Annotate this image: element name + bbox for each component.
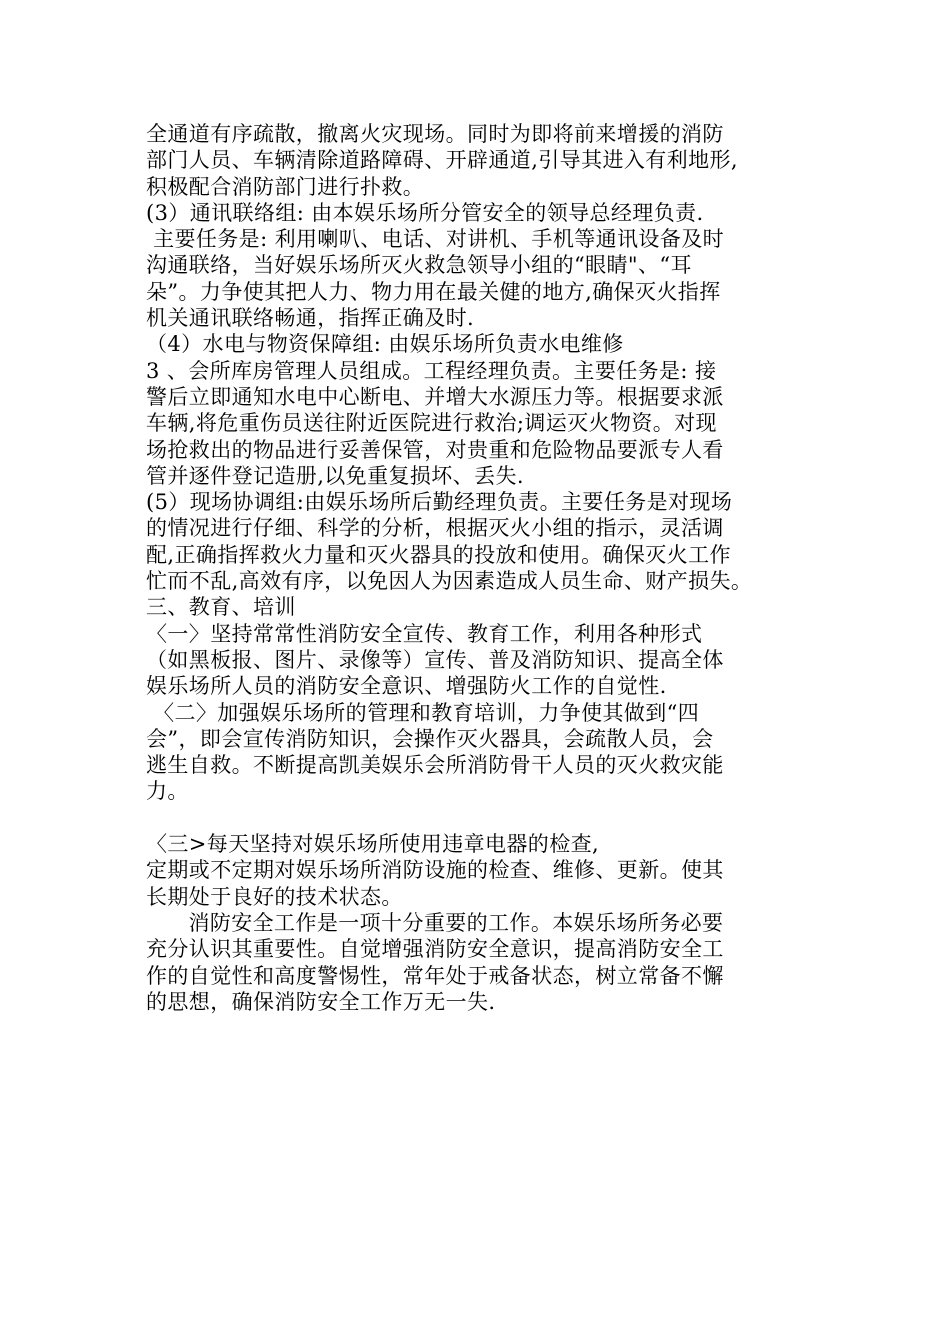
text-line: 3 、会所库房管理人员组成。工程经理负责。主要任务是: 接 — [146, 358, 717, 383]
text-line: 娱乐场所人员的消防安全意识、增强防火工作的自觉性. — [146, 674, 667, 699]
section-heading: 三、教育、培训 — [146, 595, 296, 620]
text-line: 机关通讯联络畅通，指挥正确及时. — [146, 306, 475, 331]
text-line: 的情况进行仔细、科学的分析，根据灭火小组的指示，灵活调 — [146, 516, 724, 541]
text-line: 长期处于良好的技术状态。 — [146, 884, 403, 909]
text-line: 〈二〉加强娱乐场所的管理和教育培训，力争使其做到“四 — [146, 700, 700, 725]
text-line: 朵”。力争使其把人力、物力用在最关健的地方,确保灭火指挥 — [146, 279, 721, 304]
text-line: 部门人员、车辆清除道路障碍、开辟通道,引导其进入有利地形, — [146, 148, 738, 173]
text-line: 场抢救出的物品进行妥善保管，对贵重和危险物品要派专人看 — [146, 437, 724, 462]
text-line: 忙而不乱,高效有序，以免因人为因素造成人员生命、财产损失。 — [146, 569, 753, 594]
text-line: 警后立即通知水电中心断电、并增大水源压力等。根据要求派 — [146, 384, 724, 409]
text-line: 作的自觉性和高度警惕性，常年处于戒备状态，树立常备不懈 — [146, 963, 724, 988]
text-line: 定期或不定期对娱乐场所消防设施的检查、维修、更新。使其 — [146, 858, 724, 883]
text-line: (5）现场协调组:由娱乐场所后勤经理负责。主要任务是对现场 — [146, 490, 733, 515]
text-line: 配,正确指挥救火力量和灭火器具的投放和使用。确保灭火工作 — [146, 542, 731, 567]
text-line: 沟通联络，当好娱乐场所灭火救急领导小组的“眼睛"、“耳 — [146, 253, 692, 278]
text-line: (3）通讯联络组: 由本娱乐场所分管安全的领导总经理负责. — [146, 200, 704, 225]
text-line: 逃生自救。不断提高凯美娱乐会所消防骨干人员的灭火救灾能 — [146, 753, 724, 778]
blank-line — [146, 805, 816, 831]
text-line: 全通道有序疏散，撤离火灾现场。同时为即将前来增援的消防 — [146, 122, 724, 146]
text-line: 会”，即会宣传消防知识，会操作灭火器具，会疏散人员，会 — [146, 726, 714, 751]
text-line: 管并逐件登记造册,以免重复损坏、丢失. — [146, 463, 524, 488]
text-line: 车辆,将危重伤员送往附近医院进行救治;调运灭火物资。对现 — [146, 411, 717, 436]
text-line: 的思想，确保消防安全工作万无一失. — [146, 989, 496, 1014]
text-line: 消防安全工作是一项十分重要的工作。本娱乐场所务必要 — [146, 910, 724, 935]
text-line: 〈三>每天坚持对娱乐场所使用违章电器的检查, — [146, 832, 600, 857]
text-line: 充分认识其重要性。自觉增强消防安全意识，提高消防安全工 — [146, 937, 724, 962]
text-line: 主要任务是: 利用喇叭、电话、对讲机、手机等通讯设备及时 — [146, 227, 725, 252]
text-line: 积极配合消防部门进行扑救。 — [146, 174, 425, 199]
text-line: （如黑板报、图片、录像等）宣传、普及消防知识、提高全体 — [146, 647, 724, 672]
text-line: 〈一〉坚持常常性消防安全宣传、教育工作，利用各种形式 — [146, 621, 703, 646]
text-line: （4）水电与物资保障组: 由娱乐场所负责水电维修 — [146, 332, 624, 357]
text-line: 力。 — [146, 779, 189, 804]
document-body — [146, 121, 816, 1015]
